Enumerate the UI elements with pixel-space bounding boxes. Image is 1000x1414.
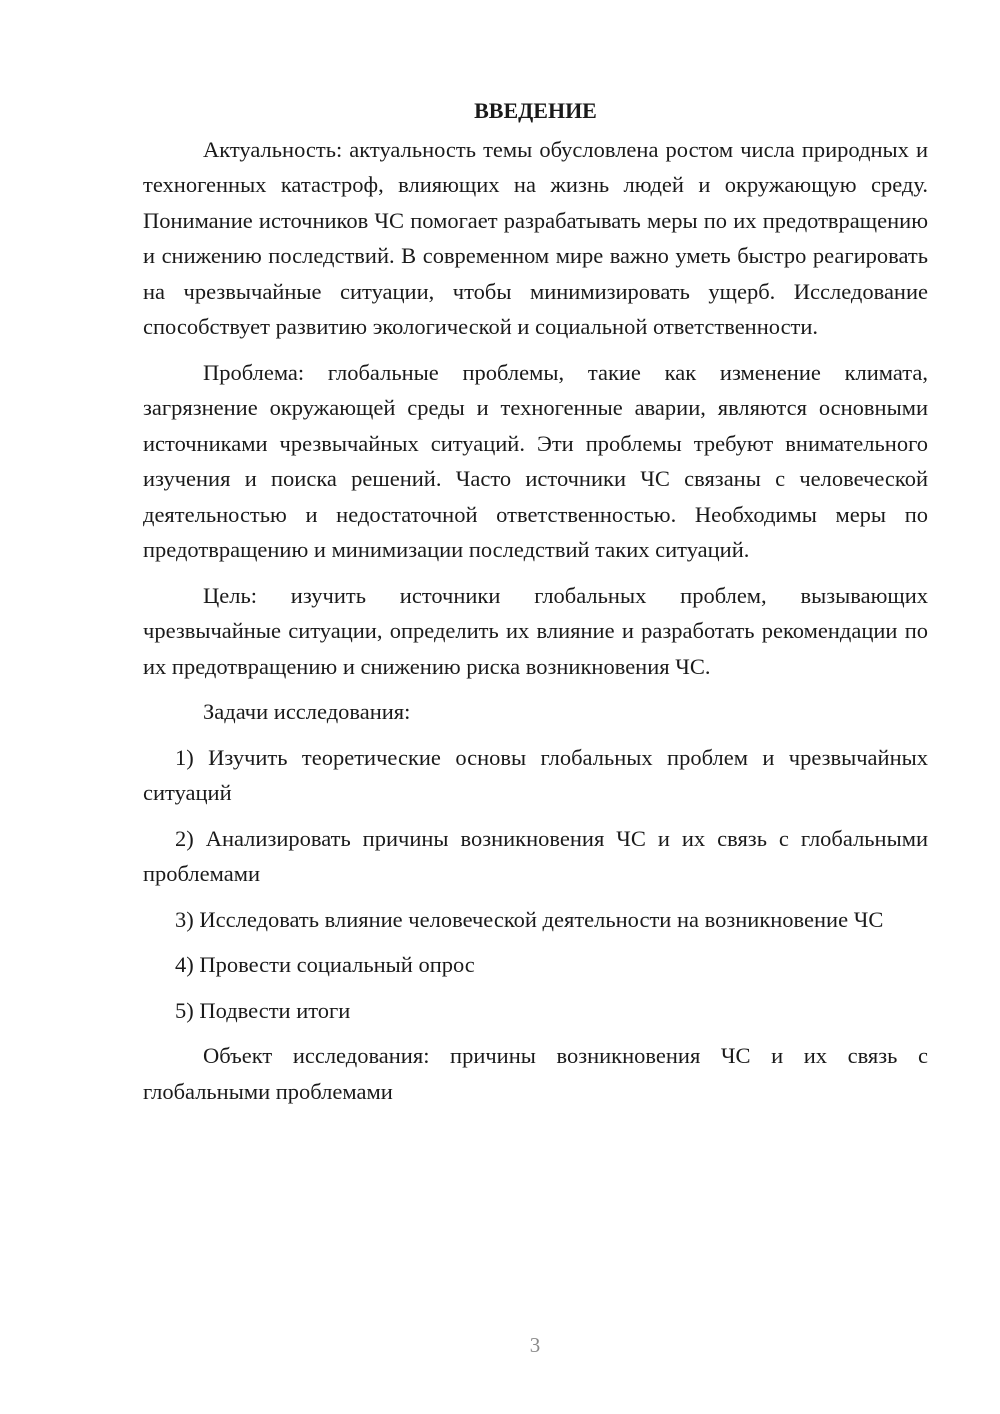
task-item-1: 1) Изучить теоретические основы глобальных проблем и чрезвычайных ситуаций [143,744,928,805]
document-body [143,93,928,1109]
paragraph-problem: Проблема: глобальные проблемы, такие как изменение климата, загрязнение окружающей среды и техногенные аварии, являются основными источниками чрезвычайных ситуаций. Эти проблемы требуют внимательного изучения и поиска решений. Часто источники ЧС связаны с человеческой деятельностью и недостаточной ответственностью. Необходимы меры по предотвращению и минимизации последствий таких ситуаций. [143,359,928,562]
paragraph-relevance: Актуальность: актуальность темы обусловлена ростом числа природных и техногенных катастроф, влияющих на жизнь людей и окружающую среду. Понимание источников ЧС помогает разрабатывать меры по их предотвращению и снижению последствий. В современном мире важно уметь быстро реагировать на чрезвычайные ситуации, чтобы минимизировать ущерб. Исследование способствует развитию экологической и социальной ответственности. [143,136,928,339]
paragraph-research-object: Объект исследования: причины возникновения ЧС и их связь с глобальными проблемами [143,1043,928,1104]
task-item-4: 4) Провести социальный опрос [175,952,475,977]
page-number: 3 [529,1333,541,1357]
task-item-5: 5) Подвести итоги [175,997,351,1023]
section-title: ВВЕДЕНИЕ [474,98,597,123]
task-item-3: 3) Исследовать влияние человеческой деятельности на возникновение ЧС [175,906,884,932]
paragraph-goal: Цель: изучить источники глобальных проблем, вызывающих чрезвычайные ситуации, определить их влияние и разработать рекомендации по их предотвращению и снижению риска возникновения ЧС. [143,582,928,679]
tasks-heading: Задачи исследования: [203,699,411,724]
task-item-2: 2) Анализировать причины возникновения ЧС и их связь с глобальными проблемами [143,825,928,886]
